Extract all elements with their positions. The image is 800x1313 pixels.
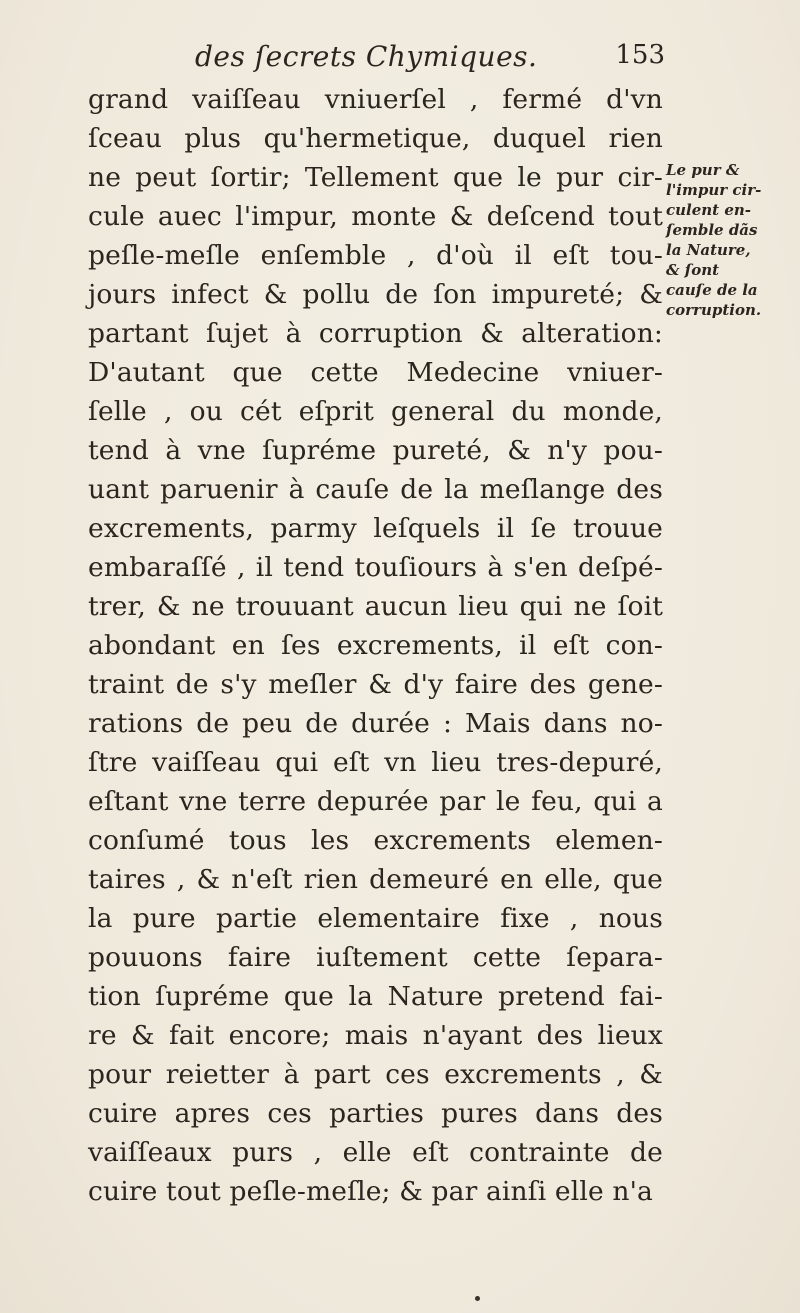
text-line: vaiſſeaux purs , elle eſt contrainte de <box>88 1137 663 1168</box>
text-line: jours infect & pollu de ſon impureté; & <box>88 279 663 310</box>
text-line: cuire tout peſle-meſle; & par ainſi elle n'a <box>88 1176 654 1207</box>
margin-note-line: & ſont <box>666 261 720 279</box>
text-line: traint de s'y meſler & d'y faire des gene- <box>88 669 663 700</box>
margin-note-line: cauſe de la <box>666 281 758 299</box>
text-line: grand vaiſſeau vniuerſel , fermé d'vn <box>88 84 663 115</box>
text-line: conſumé tous les excrements elemen- <box>88 825 663 856</box>
text-line: taires , & n'eſt rien demeuré en elle, que <box>88 864 663 895</box>
text-line: partant ſujet à corruption & alteration: <box>88 318 663 349</box>
text-line: tend à vne ſupréme pureté, & n'y pou- <box>88 435 663 466</box>
text-line: tion ſupréme que la Nature pretend fai- <box>88 981 663 1012</box>
text-line: peſle-meſle enſemble , d'où il eſt tou- <box>88 240 663 271</box>
text-line: pouuons faire iuſtement cette ſepara- <box>88 942 663 973</box>
text-line: pour reietter à part ces excrements , & <box>88 1059 663 1090</box>
margin-note-line: Le pur & <box>666 161 740 179</box>
body-text <box>88 80 663 1211</box>
running-header <box>195 40 665 84</box>
text-line: embaraſſé , il tend touſiours à s'en deſpé- <box>88 552 663 583</box>
margin-note <box>666 160 798 320</box>
text-line: ſelle , ou cét eſprit general du monde, <box>88 396 663 427</box>
text-line: cule auec l'impur, monte & deſcend tout <box>88 201 663 232</box>
text-line: ſceau plus qu'hermetique, duquel rien <box>88 123 663 154</box>
text-line: cuire apres ces parties pures dans des <box>88 1098 663 1129</box>
text-line: ne peut ſortir; Tellement que le pur cir- <box>88 162 663 193</box>
text-line: la pure partie elementaire fixe , nous <box>88 903 663 934</box>
text-line: ſtre vaiſſeau qui eſt vn lieu tres-depuré, <box>88 747 663 778</box>
margin-note-line: ſemble dãs <box>666 221 758 239</box>
text-line: excrements, parmy leſquels il ſe trouue <box>88 513 663 544</box>
text-line: D'autant que cette Medecine vniuer- <box>88 357 663 388</box>
text-line: uant paruenir à cauſe de la meſlange des <box>88 474 663 505</box>
margin-note-line: la Nature, <box>666 241 751 259</box>
text-line: trer, & ne trouuant aucun lieu qui ne ſoit <box>88 591 663 622</box>
margin-note-line: culent en- <box>666 201 752 219</box>
running-title: des ſecrets Chymiques. <box>195 40 538 73</box>
text-line: rations de peu de durée : Mais dans no- <box>88 708 663 739</box>
text-line: eſtant vne terre depurée par le feu, qui a <box>88 786 663 817</box>
page-number: 153 <box>615 40 665 70</box>
ink-speck <box>475 1296 480 1301</box>
text-line: abondant en ſes excrements, il eſt con- <box>88 630 663 661</box>
margin-note-line: corruption. <box>666 301 762 319</box>
text-line: re & fait encore; mais n'ayant des lieux <box>88 1020 663 1051</box>
margin-note-line: l'impur cir- <box>666 181 762 199</box>
